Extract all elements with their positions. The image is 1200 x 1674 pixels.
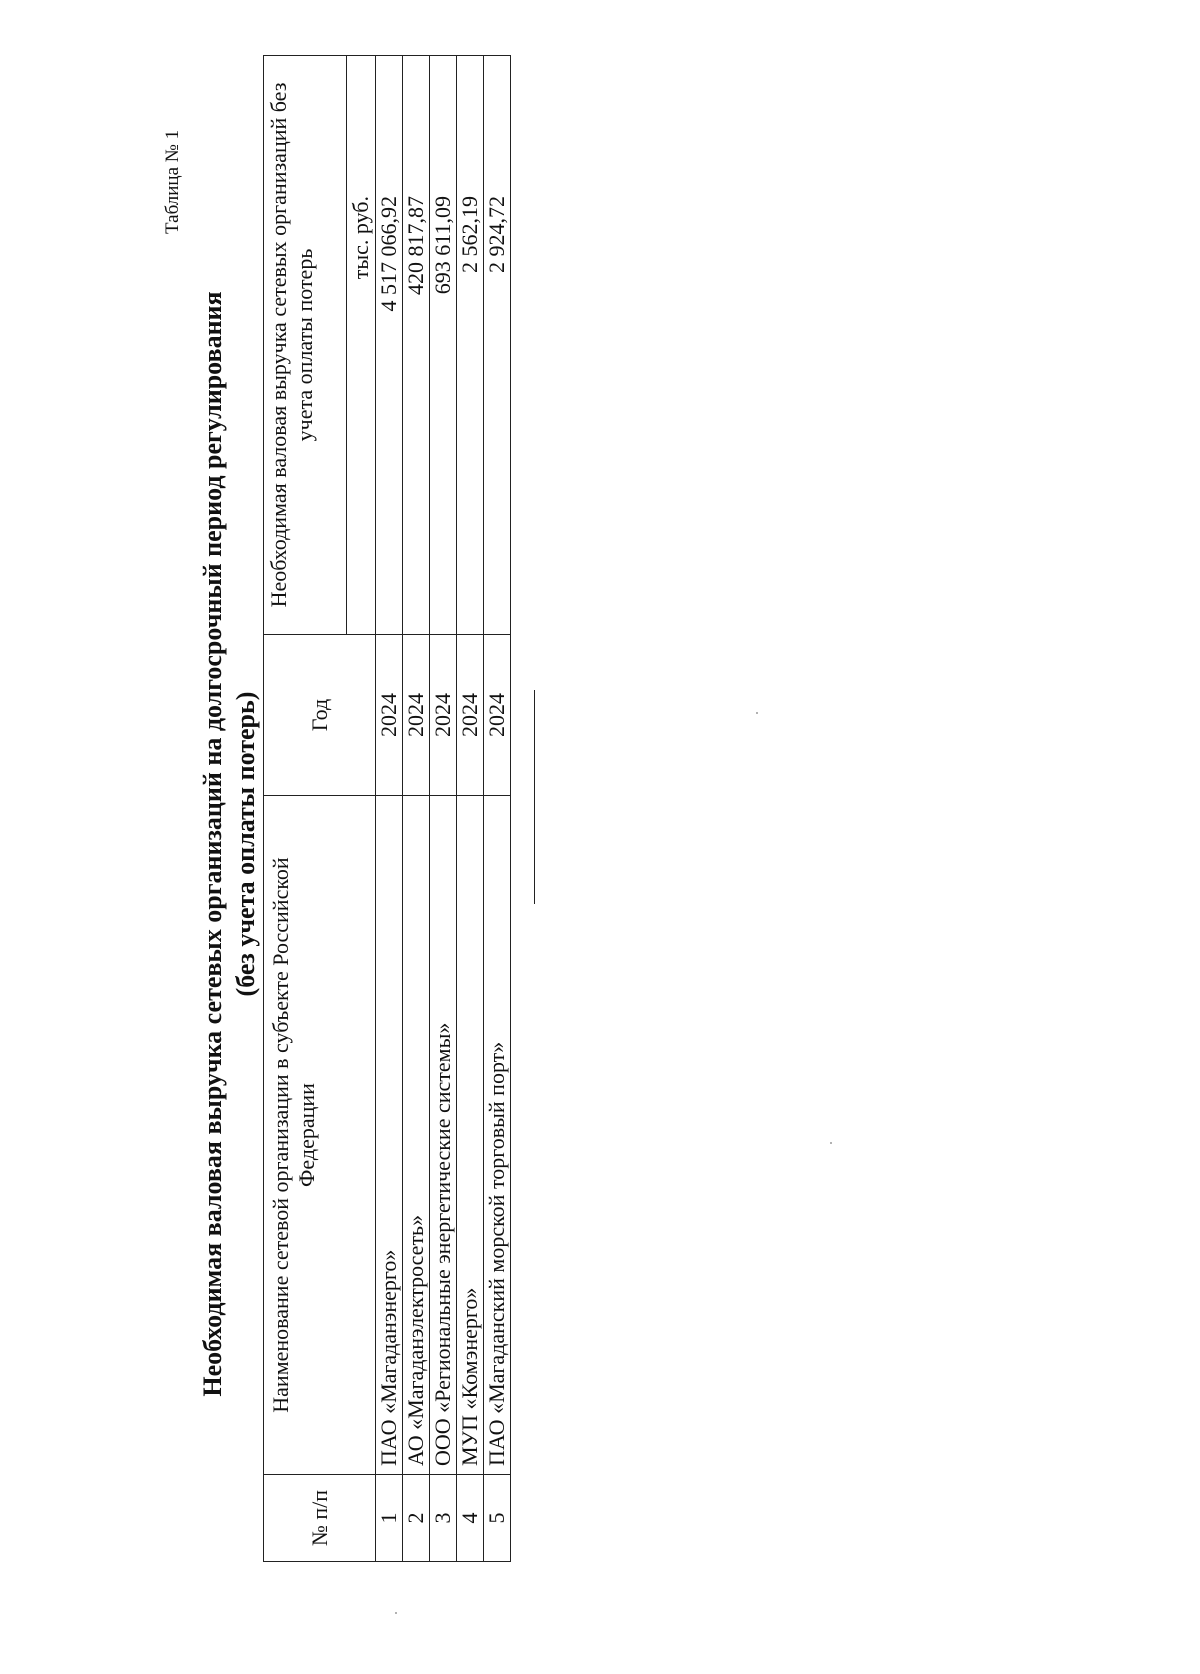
row-name: ООО «Региональные энергетические системы» [430, 796, 457, 1475]
row-name: АО «Магаданэлектросеть» [403, 796, 430, 1475]
row-value: 2 924,72 [484, 56, 511, 635]
header-num: № п/п [264, 1475, 376, 1562]
separator-line [534, 690, 535, 904]
table-number-label: Таблица № 1 [162, 129, 183, 234]
row-value: 420 817,87 [403, 56, 430, 635]
table-row [457, 56, 484, 1562]
row-year: 2024 [484, 635, 511, 796]
row-year: 2024 [457, 635, 484, 796]
scan-speck [830, 1142, 832, 1144]
row-name: МУП «Комэнерго» [457, 796, 484, 1475]
row-name: ПАО «Магаданский морской торговый порт» [484, 796, 511, 1475]
row-num: 4 [457, 1475, 484, 1562]
document-title [196, 134, 262, 1554]
revenue-table [263, 55, 511, 1562]
header-unit: тыс. руб. [347, 56, 376, 635]
row-value: 4 517 066,92 [376, 56, 403, 635]
row-year: 2024 [376, 635, 403, 796]
document-title-line-2: (без учета оплаты потерь) [231, 691, 260, 997]
row-year: 2024 [430, 635, 457, 796]
table-row [376, 56, 403, 1562]
row-value: 693 611,09 [430, 56, 457, 635]
scan-speck [756, 712, 758, 714]
header-name: Наименование сетевой организации в субъекте Российской Федерации [264, 796, 376, 1475]
scan-speck [395, 1612, 397, 1614]
row-num: 3 [430, 1475, 457, 1562]
table-row [484, 56, 511, 1562]
row-name: ПАО «Магаданэнерго» [376, 796, 403, 1475]
row-num: 1 [376, 1475, 403, 1562]
row-value: 2 562,19 [457, 56, 484, 635]
document-title-line-1: Необходимая валовая выручка сетевых организаций на долгосрочный период регулирования [198, 291, 227, 1397]
table-row [403, 56, 430, 1562]
row-num: 2 [403, 1475, 430, 1562]
table-row [430, 56, 457, 1562]
row-year: 2024 [403, 635, 430, 796]
table-header-row [264, 56, 347, 1562]
row-num: 5 [484, 1475, 511, 1562]
header-value: Необходимая валовая выручка сетевых организаций без учета оплаты потерь [264, 56, 347, 635]
header-year: Год [264, 635, 376, 796]
